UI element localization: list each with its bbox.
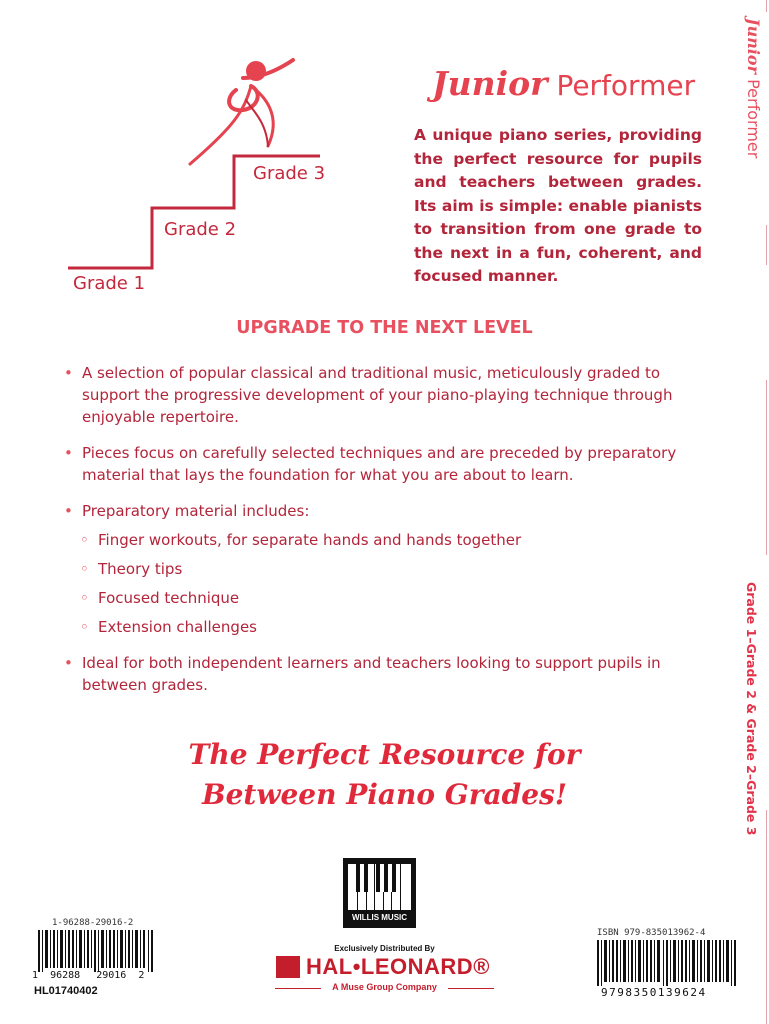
left-barcode-digit-c: 29016: [96, 970, 127, 981]
tagline-line-1: The Perfect Resource for: [188, 738, 581, 771]
left-barcode-digit-d: 2: [138, 970, 145, 981]
sub-feature-item: ◦ Focused technique: [80, 587, 714, 609]
left-barcode-digits: [32, 970, 144, 981]
sub-feature-item: ◦ Finger workouts, for separate hands and hands together: [80, 529, 714, 551]
series-title-script: Junior: [432, 64, 548, 103]
spine-divider-1: [766, 225, 767, 265]
spine-brand-plain: Performer: [744, 74, 763, 159]
spine-brand-script: Junior: [744, 18, 763, 75]
feature-item: • A selection of popular classical and traditional music, meticulously graded to support the progressive development of your piano-playing technique through enjoyable repertoire.: [64, 362, 714, 428]
tagline-line-2: Between Piano Grades!: [201, 778, 568, 811]
hal-leonard-rule-right: [448, 988, 494, 989]
section-heading: UPGRADE TO THE NEXT LEVEL: [236, 318, 533, 338]
spine-divider-3: [766, 810, 767, 1024]
right-barcode-icon: [597, 940, 739, 986]
left-barcode-code: 1-96288-29016-2: [52, 918, 134, 928]
sub-feature-item: ◦ Theory tips: [80, 558, 714, 580]
willis-music-text: WILLIS MUSIC: [351, 913, 408, 922]
series-title-plain: Performer: [547, 69, 696, 102]
willis-music-logo: [343, 858, 416, 928]
isbn-label: ISBN 979-835013962-4: [597, 928, 706, 938]
feature-list: [64, 362, 714, 710]
spine-divider-2: [766, 380, 767, 555]
hal-leonard-logo: HAL•LEONARD®: [306, 954, 490, 979]
muse-group-note: A Muse Group Company: [332, 982, 437, 992]
stairs-illustration: [0, 40, 400, 310]
left-barcode-digit-b: 96288: [50, 970, 81, 981]
hal-leonard-icon: [276, 956, 300, 978]
sub-feature-item: ◦ Extension challenges: [80, 616, 714, 638]
feature-item: • Pieces focus on carefully selected techniques and are preceded by preparatory material that lays the foundation for what you are about to learn.: [64, 442, 714, 486]
feature-item: • Preparatory material includes:: [64, 500, 714, 522]
feature-item: • Ideal for both independent learners and teachers looking to support pupils in between grades.: [64, 652, 714, 696]
left-barcode-icon: [38, 930, 156, 972]
grade-1-label: Grade 1: [73, 273, 146, 294]
tagline: [0, 735, 769, 815]
grade-3-label: Grade 3: [253, 163, 326, 184]
spine-grades: Grade 1–Grade 2 & Grade 2–Grade 3: [744, 582, 759, 836]
product-code: HL01740402: [34, 985, 98, 997]
right-barcode-digits: 9798350139624: [601, 986, 707, 999]
spine-brand: [744, 18, 763, 158]
series-title: [432, 64, 695, 103]
distribution-note: Exclusively Distributed By: [334, 944, 435, 953]
grade-2-label: Grade 2: [164, 219, 237, 240]
intro-paragraph: A unique piano series, providing the perfect resource for pupils and teachers between grades. Its aim is simple: enable pianists to transition from one grade to the next in a fun, coherent, and focused manner.: [414, 126, 702, 285]
left-barcode-digit-a: 1: [32, 970, 39, 981]
spine-divider-top: [766, 0, 767, 12]
dancer-figure-icon: [190, 60, 293, 164]
